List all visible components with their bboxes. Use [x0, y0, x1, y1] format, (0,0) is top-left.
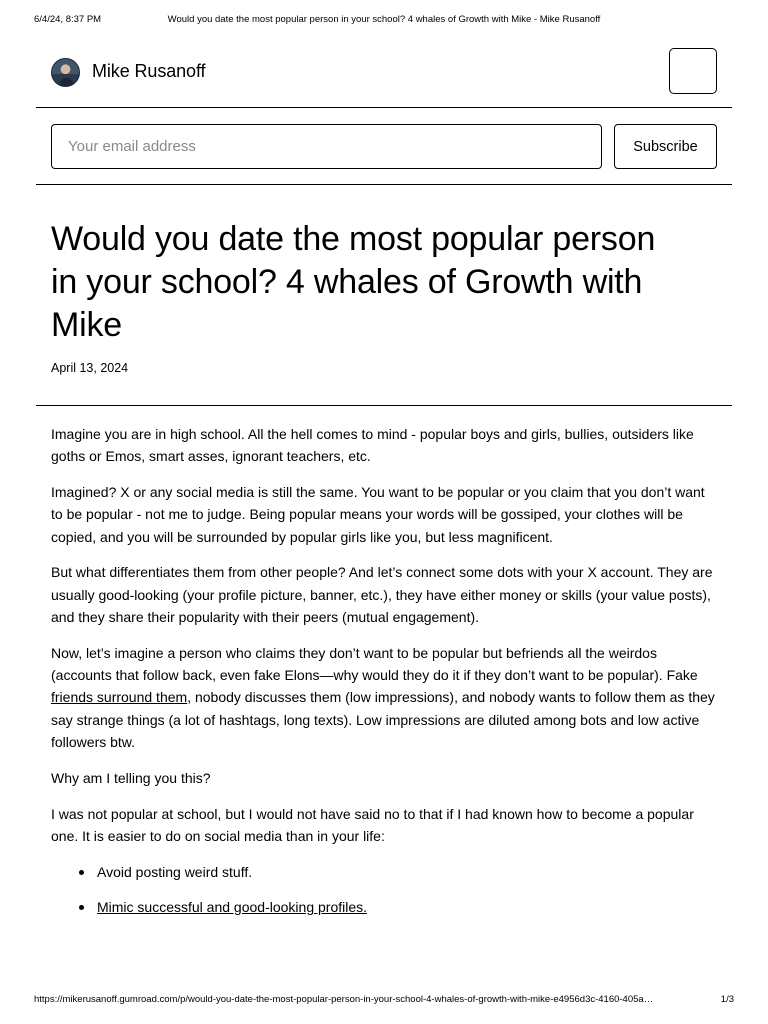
paragraph: But what differentiates them from other people? And let’s connect some dots with your X account. They are usually good-looking (your profile picture, banner, etc.), they have either money or skills (your value posts), and they share their popularity with their peers (mutual engagement).: [51, 564, 713, 626]
print-page-title: Would you date the most popular person in your school? 4 whales of Growth with Mike - Mike Rusanoff: [167, 14, 601, 25]
print-footer: [34, 994, 734, 1008]
paragraph: I was not popular at school, but I would not have said no to that if I had known how to become a popular one. It is easier to do on social media than in your life:: [51, 805, 694, 844]
email-input[interactable]: [51, 124, 602, 169]
article-header: [36, 218, 732, 406]
list-item: [51, 861, 717, 883]
author-avatar[interactable]: [51, 58, 80, 87]
print-datetime: 6/4/24, 8:37 PM: [34, 14, 102, 25]
paragraph: [51, 642, 717, 753]
article-title: Would you date the most popular person in your school? 4 whales of Growth with Mike: [51, 220, 656, 344]
bullet-icon: [79, 905, 84, 910]
mimic-profiles-link[interactable]: Mimic successful and good-looking profiles.: [97, 899, 368, 916]
list-item: [51, 896, 717, 918]
print-url: https://mikerusanoff.gumroad.com/p/would-you-date-the-most-popular-person-in-your-school-4-whales-of-growth-with-mike-e4956d3c-4160-405a…: [34, 994, 654, 1005]
subscribe-form: [36, 108, 732, 185]
print-header: [34, 14, 734, 28]
article-date: April 13, 2024: [51, 361, 129, 375]
subscribe-button[interactable]: Subscribe: [614, 124, 717, 169]
list-item-text: Avoid posting weird stuff.: [97, 863, 253, 880]
paragraph-text: Now, let’s imagine a person who claims they don’t want to be popular but befriends all the weirdos (accounts that follow back, even fake Elons—why would they do it if they don’t want to be popular). Fake: [51, 644, 698, 684]
brand-name[interactable]: Mike Rusanoff: [92, 61, 206, 81]
article-body: [51, 423, 717, 931]
paragraph: Imagine you are in high school. All the hell comes to mind - popular boys and girls, bullies, outsiders like goths or Emos, smart asses, ignorant teachers, etc.: [51, 426, 694, 465]
print-page-number: 1/3: [720, 994, 734, 1005]
paragraph: Why am I telling you this?: [51, 769, 211, 786]
tips-list: [51, 861, 717, 919]
menu-button[interactable]: [669, 48, 717, 94]
paragraph: Imagined? X or any social media is still the same. You want to be popular or you claim that you don’t want to be popular - not me to judge. Being popular means your words will be gossiped, your clothes will be copied, and you will be surrounded by popular girls like you, but less magnificent.: [51, 484, 705, 545]
paragraph-text: , nobody discusses them (low impressions), and nobody wants to follow them as they say strange things (a lot of hashtags, long texts). Low impressions are diluted among bots and low active followers btw.: [51, 689, 715, 751]
friends-surround-them-link[interactable]: friends surround them: [51, 689, 188, 706]
site-header: [36, 44, 732, 108]
bullet-icon: [79, 870, 84, 875]
